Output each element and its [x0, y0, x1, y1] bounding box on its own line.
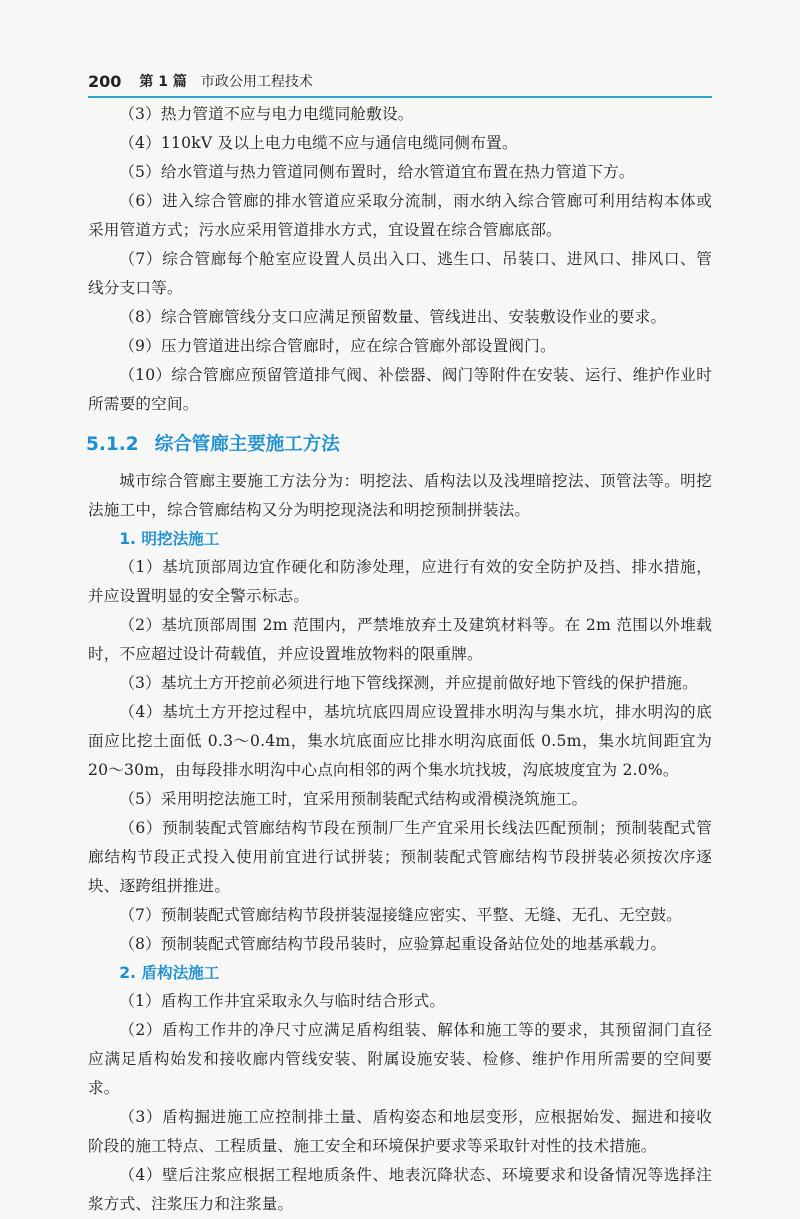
- running-header: [88, 66, 712, 98]
- paragraph-item: （4）110kV 及以上电力电缆不应与通信电缆同侧布置。: [119, 134, 518, 152]
- paragraph-item: （1）基坑顶部周边宜作硬化和防渗处理，应进行有效的安全防护及挡、排水措施，并应设置明显的安全警示标志。: [88, 558, 712, 605]
- page-number: 200: [88, 71, 122, 91]
- section-heading: [86, 429, 712, 461]
- paragraph-item: （8）综合管廊管线分支口应满足预留数量、管线进出、安装敷设作业的要求。: [119, 308, 667, 326]
- chapter-label: 第 1 篇: [139, 74, 187, 90]
- paragraph-item: （3）热力管道不应与电力电缆同舱敷设。: [119, 105, 414, 123]
- paragraph-item: （6）预制装配式管廊结构节段在预制厂生产宜采用长线法匹配预制；预制装配式管廊结构节段正式投入使用前宜进行试拼装；预制装配式管廊结构节段拼装必须按次序逐块、逐跨组拼推进。: [88, 819, 712, 895]
- subsection-heading-shield: 2. 盾构法施工: [119, 964, 220, 982]
- paragraph-item: （9）压力管道进出综合管廊时，应在综合管廊外部设置阀门。: [119, 337, 556, 355]
- paragraph-item: （5）给水管道与热力管道同侧布置时，给水管道宜布置在热力管道下方。: [119, 163, 635, 181]
- paragraph-item: （7）综合管廊每个舱室应设置人员出入口、逃生口、吊装口、进风口、排风口、管线分支口等。: [88, 250, 712, 297]
- paragraph-item: （5）采用明挖法施工时，宜采用预制装配式结构或滑模浇筑施工。: [119, 790, 588, 808]
- paragraph-item: （2）盾构工作井的净尺寸应满足盾构组装、解体和施工等的要求，其预留洞门直径应满足盾构始发和接收廊内管线安装、附属设施安装、检修、维护作用所需要的空间要求。: [88, 1021, 712, 1097]
- paragraph-item: （3）基坑土方开挖前必须进行地下管线探测，并应提前做好地下管线的保护措施。: [119, 674, 698, 692]
- paragraph-item: （8）预制装配式管廊结构节段吊装时，应验算起重设备站位处的地基承载力。: [119, 935, 667, 953]
- page-content: [88, 100, 712, 1219]
- paragraph-item: （4）壁后注浆应根据工程地质条件、地表沉降状态、环境要求和设备情况等选择注浆方式、注浆压力和注浆量。: [88, 1166, 712, 1213]
- paragraph-item: （2）基坑顶部周围 2m 范围内，严禁堆放弃土及建筑材料等。在 2m 范围以外堆载时，不应超过设计荷载值，并应设置堆放物料的限重牌。: [88, 616, 712, 663]
- paragraph-item: （1）盾构工作井宜采取永久与临时结合形式。: [119, 992, 446, 1010]
- chapter-title: 市政公用工程技术: [200, 74, 313, 90]
- section-intro: 城市综合管廊主要施工方法分为：明挖法、盾构法以及浅埋暗挖法、顶管法等。明挖法施工中，综合管廊结构又分为明挖现浇法和明挖预制拼装法。: [88, 472, 712, 519]
- paragraph-item: （3）盾构掘进施工应控制排土量、盾构姿态和地层变形，应根据始发、掘进和接收阶段的施工特点、工程质量、施工安全和环境保护要求等采取针对性的技术措施。: [88, 1108, 712, 1155]
- paragraph-item: （4）基坑土方开挖过程中，基坑坑底四周应设置排水明沟与集水坑，排水明沟的底面应比挖土面低 0.3～0.4m，集水坑底面应比排水明沟底面低 0.5m，集水坑间距宜为 20～30m，由每段排水明沟中心点向相邻的两个集水坑找坡，沟底坡度宜为 2.0%。: [88, 703, 712, 779]
- paragraph-item: （10）综合管廊应预留管道排气阀、补偿器、阀门等附件在安装、运行、维护作业时所需要的空间。: [88, 366, 712, 413]
- paragraph-item: （7）预制装配式管廊结构节段拼装湿接缝应密实、平整、无缝、无孔、无空鼓。: [119, 906, 683, 924]
- subsection-heading-open-cut: 1. 明挖法施工: [119, 530, 220, 548]
- section-title: 综合管廊主要施工方法: [154, 434, 340, 455]
- section-number: 5.1.2: [86, 434, 139, 455]
- paragraph-item: （6）进入综合管廊的排水管道应采取分流制，雨水纳入综合管廊可利用结构本体或采用管道方式；污水应采用管道排水方式，宜设置在综合管廊底部。: [88, 192, 712, 239]
